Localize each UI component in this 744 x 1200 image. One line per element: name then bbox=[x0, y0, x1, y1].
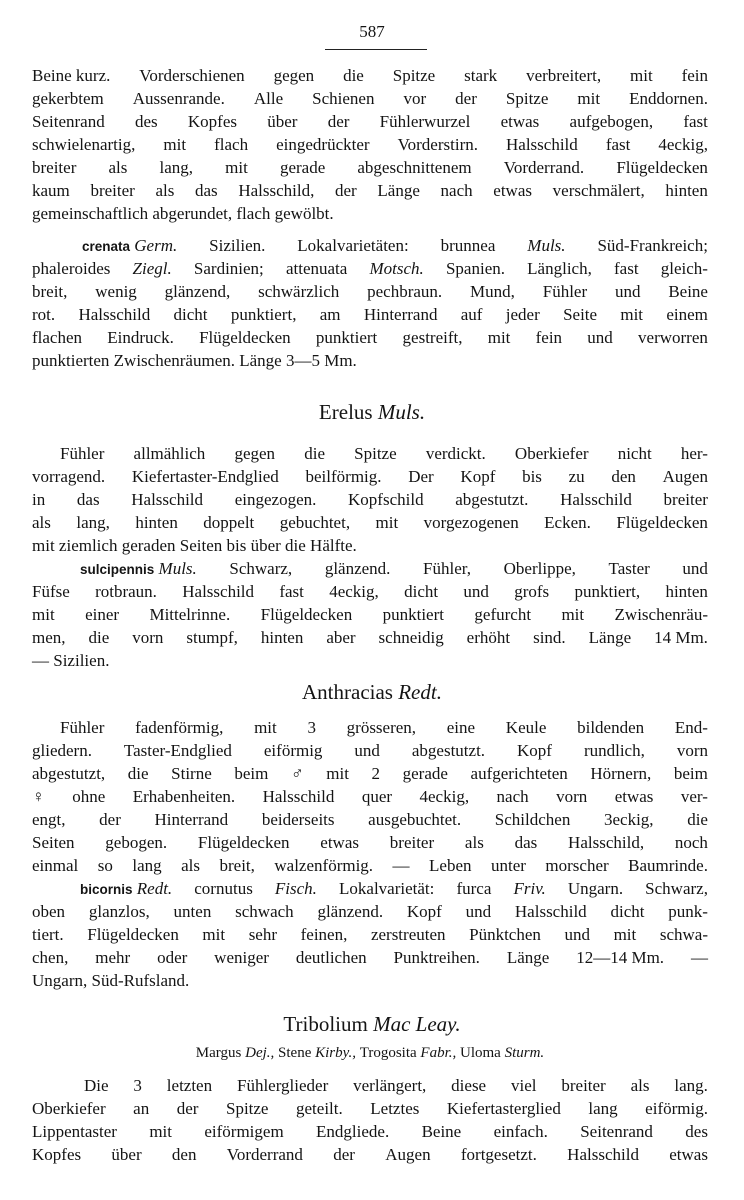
text-line: punktierten Zwischenräumen. Länge 3—5 Mm. bbox=[32, 351, 357, 370]
page-number: 587 bbox=[359, 22, 385, 41]
text-line: phaleroides Ziegl. Sardinien; attenuata Motsch. Spanien. Länglich, fast gleich- bbox=[32, 259, 708, 278]
text-line: chen, mehr oder weniger deutlichen Punktreihen. Länge 12—14 Mm. — bbox=[32, 948, 708, 967]
text-line: Seiten gebogen. Flügeldecken etwas breiter als das Halsschild, noch bbox=[32, 833, 708, 852]
text-line: Beine kurz. Vorderschienen gegen die Spitze stark verbreitert, mit fein bbox=[32, 66, 708, 85]
text-line: vorragend. Kiefertaster-Endglied beilförmig. Der Kopf bis zu den Augen bbox=[32, 467, 708, 486]
text-line: abgestutzt, die Stirne beim ♂ mit 2 gerade aufgerichteten Hörnern, beim bbox=[32, 764, 708, 783]
text-line: oben glanzlos, unten schwach glänzend. Kopf und Halsschild dicht punk- bbox=[32, 902, 708, 921]
species-name: sulcipennis bbox=[80, 562, 155, 577]
text-line: als lang, hinten doppelt gebuchtet, mit vorgezogenen Ecken. Flügeldecken bbox=[32, 513, 708, 532]
text-line: Die 3 letzten Fühlerglieder verlängert, diese viel breiter als lang. bbox=[84, 1076, 708, 1095]
text-line: schwielenartig, mit flach eingedrückter Vorderstirn. Halsschild fast 4eckig, bbox=[32, 135, 708, 154]
synonyms-line-tribolium bbox=[32, 1042, 708, 1065]
genus-heading-tribolium: Tribolium Mac Leay. bbox=[283, 1012, 461, 1036]
text-line: bicornis Redt. cornutus Fisch. Lokalvarietät: furca Friv. Ungarn. Schwarz, bbox=[80, 879, 708, 898]
text-line: — Sizilien. bbox=[32, 651, 110, 670]
text-line: crenata Germ. Sizilien. Lokalvarietäten: brunnea Muls. Süd-Frankreich; bbox=[82, 236, 708, 255]
text-line: breit, wenig glänzend, schwärzlich pechbraun. Mund, Fühler und Beine bbox=[32, 282, 708, 301]
text-line: Ungarn, Süd-Rufsland. bbox=[32, 971, 190, 990]
text-line: Seitenrand des Kopfes über der Fühlerwurzel etwas aufgebogen, fast bbox=[32, 112, 708, 131]
header-rule bbox=[325, 49, 427, 50]
text-line: breiter als lang, mit gerade abgeschnittenem Vorderrand. Flügeldecken bbox=[32, 158, 708, 177]
text-line: in das Halsschild eingezogen. Kopfschild abgestutzt. Halsschild breiter bbox=[32, 490, 708, 509]
genus-heading-erelus: Erelus Muls. bbox=[318, 400, 426, 424]
text-line: einmal so lang als breit, walzenförmig. — Leben unter morscher Baumrinde. bbox=[32, 856, 708, 875]
genus-description-anthracias bbox=[32, 716, 708, 992]
species-name: crenata bbox=[82, 239, 131, 254]
text-line: gekerbtem Aussenrande. Alle Schienen vor der Spitze mit Enddornen. bbox=[32, 89, 708, 108]
text-line: mit ziemlich geraden Seiten bis über die Hälfte. bbox=[32, 536, 357, 555]
genus-description-tribolium bbox=[32, 1074, 708, 1166]
text-line: flachen Eindruck. Flügeldecken punktiert gestreift, mit fein und verworren bbox=[32, 328, 708, 347]
species-entry-crenata bbox=[32, 234, 708, 372]
text-line: men, die vorn stumpf, hinten aber schneidig erhöht sind. Länge 14 Mm. bbox=[32, 628, 708, 647]
text-line: Margus Dej., Stene Kirby., Trogosita Fabr., Uloma Sturm. bbox=[195, 1045, 545, 1061]
text-line: sulcipennis Muls. Schwarz, glänzend. Fühler, Oberlippe, Taster und bbox=[80, 559, 708, 578]
text-line: Fühler fadenförmig, mit 3 grösseren, eine Keule bildenden End- bbox=[60, 718, 708, 737]
text-line: mit einer Mittelrinne. Flügeldecken punktiert gefurcht mit Zwischenräu- bbox=[32, 605, 708, 624]
text-line: ♀ ohne Erhabenheiten. Halsschild quer 4eckig, nach vorn etwas ver- bbox=[32, 787, 708, 806]
text-line: gliedern. Taster-Endglied eiförmig und abgestutzt. Kopf rundlich, vorn bbox=[32, 741, 708, 760]
genus-description-erelus bbox=[32, 442, 708, 672]
text-line: Fühler allmählich gegen die Spitze verdickt. Oberkiefer nicht her- bbox=[60, 444, 708, 463]
male-symbol-icon: ♂ bbox=[290, 764, 304, 783]
genus-description-paragraph bbox=[32, 64, 708, 225]
text-line: rot. Halsschild dicht punktiert, am Hinterrand auf jeder Seite mit einem bbox=[32, 305, 708, 324]
genus-heading-anthracias: Anthracias Redt. bbox=[302, 680, 442, 704]
text-line: Kopfes über den Vorderrand der Augen fortgesetzt. Halsschild etwas bbox=[32, 1145, 708, 1164]
text-line: engt, der Hinterrand beiderseits ausgebuchtet. Schildchen 3eckig, die bbox=[32, 810, 708, 829]
text-line: Füfse rotbraun. Halsschild fast 4eckig, dicht und grofs punktiert, hinten bbox=[32, 582, 708, 601]
text-line: Oberkiefer an der Spitze geteilt. Letztes Kiefertasterglied lang eiförmig. bbox=[32, 1099, 708, 1118]
text-line: tiert. Flügeldecken mit sehr feinen, zerstreuten Pünktchen und mit schwa- bbox=[32, 925, 708, 944]
text-line: Lippentaster mit eiförmigem Endgliede. Beine einfach. Seitenrand des bbox=[32, 1122, 708, 1141]
text-line: gemeinschaftlich abgerundet, flach gewölbt. bbox=[32, 204, 334, 223]
species-name: bicornis bbox=[80, 882, 133, 897]
female-symbol-icon: ♀ bbox=[32, 787, 45, 806]
text-line: kaum breiter als das Halsschild, der Länge nach etwas verschmälert, hinten bbox=[32, 181, 708, 200]
